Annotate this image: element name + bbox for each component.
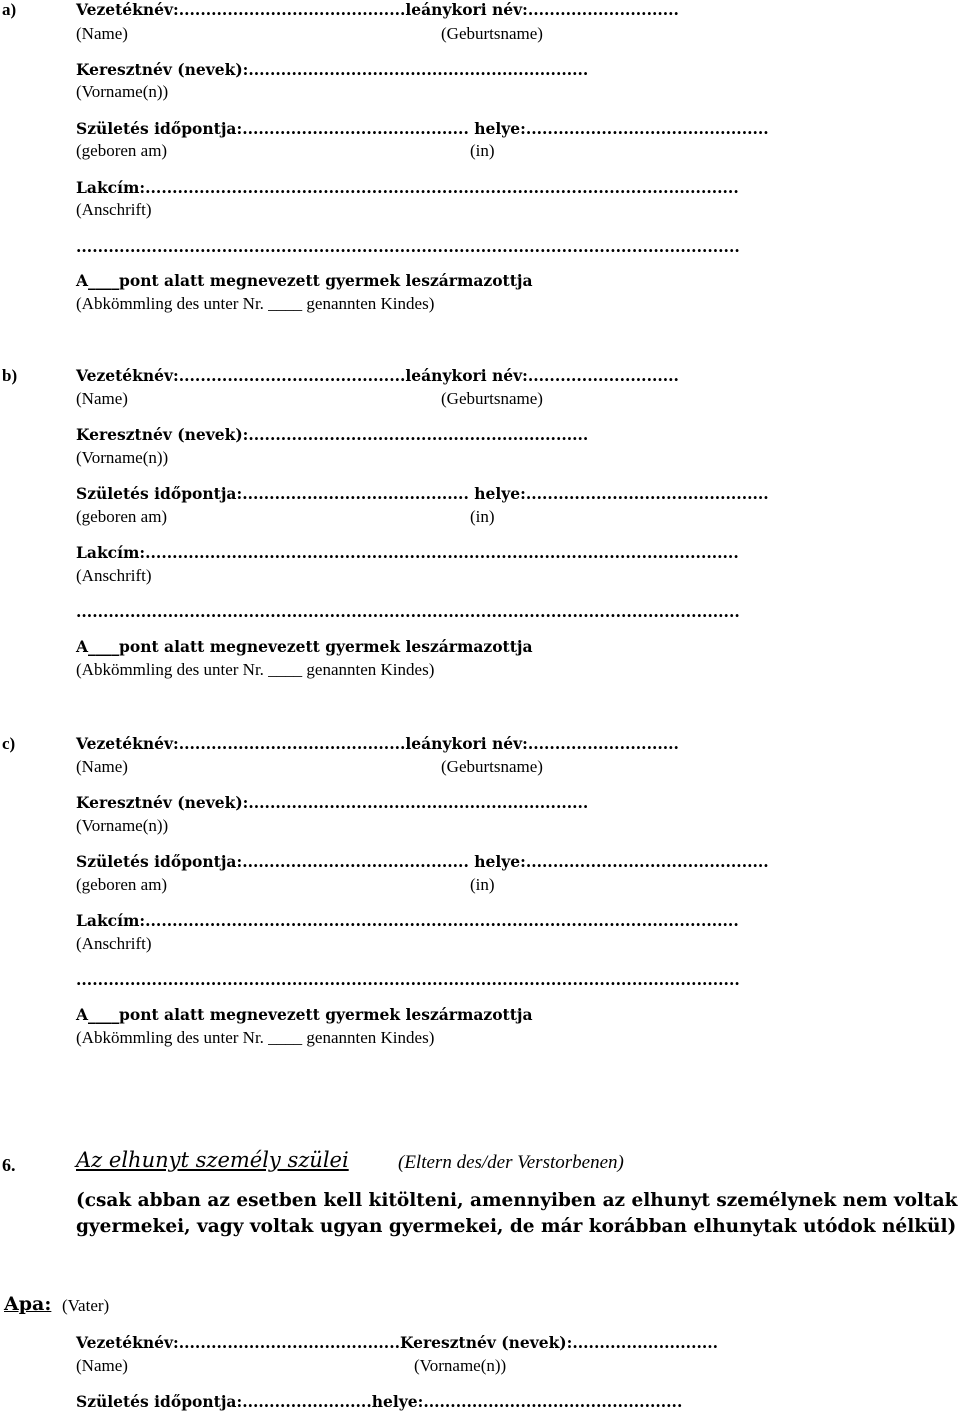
surname-sublabel: (Name) <box>76 757 128 776</box>
section-label: a) <box>2 0 17 19</box>
address-sublabel: (Anschrift) <box>76 934 152 953</box>
birthdate-sublabel: (geboren am) <box>76 507 168 526</box>
father-firstname-sublabel: (Vorname(n)) <box>414 1356 507 1375</box>
address-field[interactable]: Lakcím:.............................................................................................................. <box>76 178 739 197</box>
firstname-sublabel: (Vorname(n)) <box>76 448 169 467</box>
surname-field[interactable]: Vezetéknév:..........................................leánykori név:............................ <box>76 366 679 385</box>
surname-field[interactable]: Vezetéknév:..........................................leánykori név:............................ <box>76 0 679 19</box>
birthdate-field[interactable]: Születés időpontja:.......................................... helye:............................................. <box>76 119 769 138</box>
birthplace-sublabel: (in) <box>470 141 495 160</box>
instruction-line-2: gyermekei, vagy voltak ugyan gyermekei, de már korábban elhunytak utódok nélkül) <box>76 1216 957 1237</box>
firstname-field[interactable]: Keresztnév (nevek):............................................................... <box>76 60 589 79</box>
address-line-2[interactable]: ........................................................................................................................... <box>76 970 740 989</box>
firstname-sublabel: (Vorname(n)) <box>76 816 169 835</box>
descendant-line: A____pont alatt megnevezett gyermek leszármazottja <box>76 637 533 656</box>
section-label: b) <box>2 366 18 385</box>
instruction-line-1: (csak abban az esetben kell kitölteni, amennyiben az elhunyt személynek nem voltak <box>76 1190 958 1211</box>
firstname-field[interactable]: Keresztnév (nevek):............................................................... <box>76 793 589 812</box>
birthplace-sublabel: (in) <box>470 875 495 894</box>
surname-sublabel: (Name) <box>76 24 128 43</box>
address-field[interactable]: Lakcím:.............................................................................................................. <box>76 911 739 930</box>
surname-field[interactable]: Vezetéknév:..........................................leánykori név:............................ <box>76 734 679 753</box>
birthname-sublabel: (Geburtsname) <box>441 389 543 408</box>
descendant-line: A____pont alatt megnevezett gyermek leszármazottja <box>76 1005 533 1024</box>
birthname-sublabel: (Geburtsname) <box>441 757 543 776</box>
address-sublabel: (Anschrift) <box>76 566 152 585</box>
descendant-line: A____pont alatt megnevezett gyermek leszármazottja <box>76 271 533 290</box>
birthdate-sublabel: (geboren am) <box>76 141 168 160</box>
firstname-field[interactable]: Keresztnév (nevek):............................................................... <box>76 425 589 444</box>
descendant-sublabel: (Abkömmling des unter Nr. ____ genannten Kindes) <box>76 294 435 313</box>
descendant-sublabel: (Abkömmling des unter Nr. ____ genannten Kindes) <box>76 660 435 679</box>
surname-sublabel: (Name) <box>76 389 128 408</box>
descendant-sublabel: (Abkömmling des unter Nr. ____ genannten Kindes) <box>76 1028 435 1047</box>
birthdate-field[interactable]: Születés időpontja:.......................................... helye:............................................. <box>76 852 769 871</box>
father-surname-sublabel: (Name) <box>76 1356 128 1375</box>
section-label: c) <box>2 734 16 753</box>
birthname-sublabel: (Geburtsname) <box>441 24 543 43</box>
birthplace-sublabel: (in) <box>470 507 495 526</box>
section-title: Az elhunyt személy szülei <box>76 1148 349 1172</box>
father-name-field[interactable]: Vezetéknév:.........................................Keresztnév (nevek):........................... <box>76 1333 719 1352</box>
father-label: Apa: <box>4 1293 52 1315</box>
section-number: 6. <box>2 1155 16 1175</box>
father-birth-field[interactable]: Születés időpontja:........................helye:................................................ <box>76 1392 683 1411</box>
birthdate-sublabel: (geboren am) <box>76 875 168 894</box>
section-title-german: (Eltern des/der Verstorbenen) <box>398 1152 624 1173</box>
firstname-sublabel: (Vorname(n)) <box>76 82 169 101</box>
father-label-german: (Vater) <box>62 1296 110 1315</box>
address-line-2[interactable]: ........................................................................................................................... <box>76 602 740 621</box>
address-line-2[interactable]: ........................................................................................................................... <box>76 237 740 256</box>
address-sublabel: (Anschrift) <box>76 200 152 219</box>
address-field[interactable]: Lakcím:.............................................................................................................. <box>76 543 739 562</box>
birthdate-field[interactable]: Születés időpontja:.......................................... helye:............................................. <box>76 484 769 503</box>
